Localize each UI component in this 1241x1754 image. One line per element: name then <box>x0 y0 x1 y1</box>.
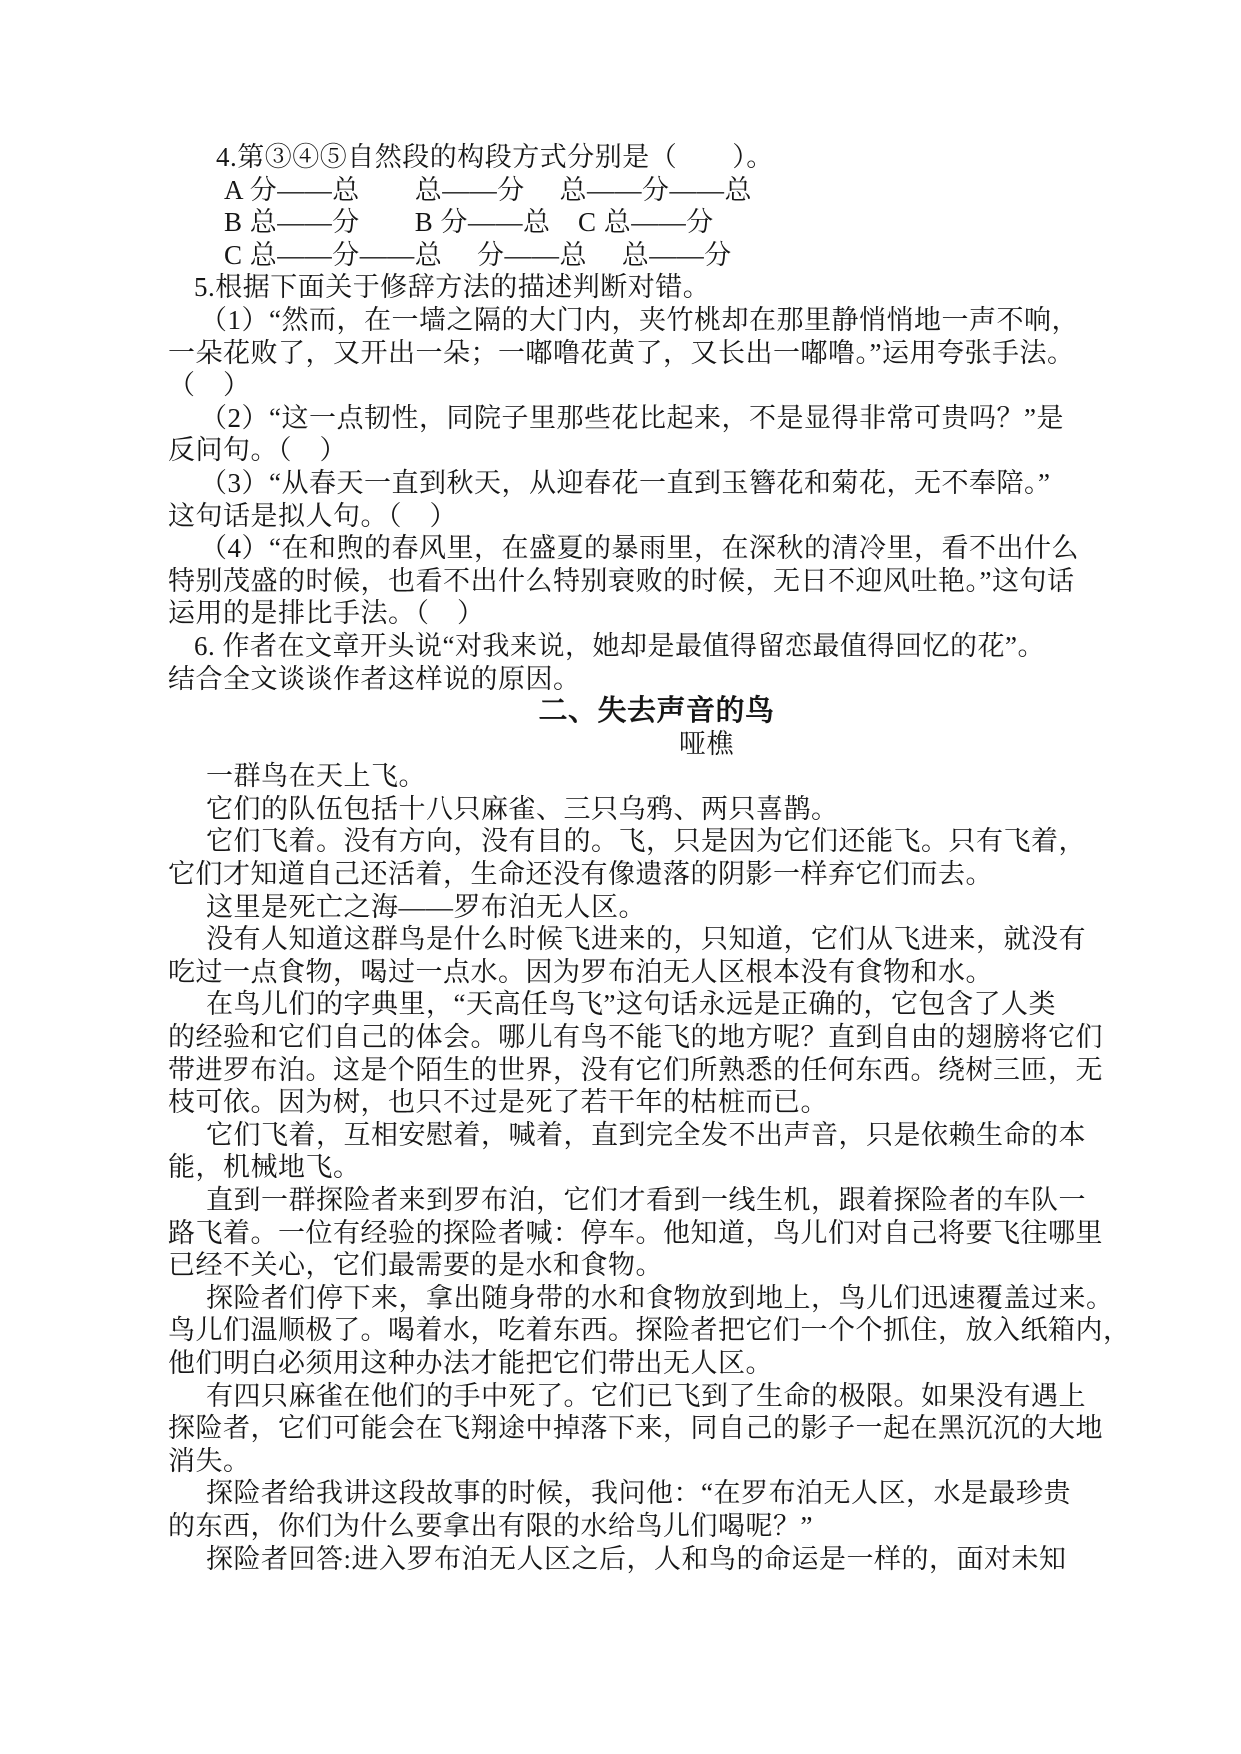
passage-line: 探险者回答:进入罗布泊无人区之后，人和鸟的命运是一样的，面对未知 <box>206 1543 1067 1574</box>
passage-line: 它们才知道自己还活着，生命还没有像遗落的阴影一样弃它们而去。 <box>168 859 993 890</box>
passage-line: 这里是死亡之海——罗布泊无人区。 <box>206 891 646 922</box>
question-6-line: 结合全文谈谈作者这样说的原因。 <box>168 663 581 694</box>
passage-line: 它们飞着。没有方向，没有目的。飞，只是因为它们还能飞。只有飞着， <box>206 826 1086 857</box>
judgment-item-1-line: 一朵花败了，又开出一朵；一嘟噜花黄了，又长出一嘟噜。”运用夸张手法。 <box>168 337 1075 368</box>
passage-line: 枝可依。因为树，也只不过是死了若干年的枯桩而已。 <box>168 1087 828 1118</box>
judgment-item-3-line: （3）“从春天一直到秋天，从迎春花一直到玉簪花和菊花，无不奉陪。” <box>200 467 1051 498</box>
passage-line: 探险者给我讲这段故事的时候，我问他：“在罗布泊无人区，水是最珍贵 <box>206 1478 1071 1509</box>
judgment-item-2-line: （2）“这一点韧性，同院子里那些花比起来，不是显得非常可贵吗？”是 <box>200 402 1064 433</box>
passage-line: 已经不关心，它们最需要的是水和食物。 <box>168 1250 663 1281</box>
passage-line: 有四只麻雀在他们的手中死了。它们已飞到了生命的极限。如果没有遇上 <box>206 1380 1086 1411</box>
passage-line: 鸟儿们温顺极了。喝着水，吃着东西。探险者把它们一个个抓住，放入纸箱内， <box>168 1315 1131 1346</box>
judgment-item-1-answer-blank: （ ） <box>168 370 251 401</box>
passage-line: 吃过一点食物，喝过一点水。因为罗布泊无人区根本没有食物和水。 <box>168 956 993 987</box>
passage-line: 路飞着。一位有经验的探险者喊：停车。他知道，鸟儿们对自己将要飞往哪里 <box>168 1217 1103 1248</box>
passage-line: 它们的队伍包括十八只麻雀、三只乌鸦、两只喜鹊。 <box>206 793 839 824</box>
judgment-item-4-line: 运用的是排比手法。（ ） <box>168 598 485 629</box>
question-6-line: 6. 作者在文章开头说“对我来说，她却是最值得留恋最值得回忆的花”。 <box>194 630 1045 661</box>
passage-line: 没有人知道这群鸟是什么时候飞进来的，只知道，它们从飞进来，就没有 <box>206 924 1086 955</box>
judgment-item-4-line: （4）“在和煦的春风里，在盛夏的暴雨里，在深秋的清冷里，看不出什么 <box>200 533 1079 564</box>
passage-line: 的东西，你们为什么要拿出有限的水给鸟儿们喝呢？” <box>168 1510 813 1541</box>
question-4-prompt: 4.第③④⑤自然段的构段方式分别是（ ）。 <box>216 142 774 172</box>
question-4-option-row: B 总——分 B 分——总 C 总——分 <box>224 207 714 238</box>
passage-line: 它们飞着，互相安慰着，喊着，直到完全发不出声音，只是依赖生命的本 <box>206 1119 1086 1150</box>
question-4-option-row: A 分——总 总——分 总——分——总 <box>224 174 753 205</box>
question-4-option-row: C 总——分——总 分——总 总——分 <box>224 239 732 270</box>
reading-author: 哑樵 <box>679 728 734 759</box>
reading-section-title: 二、失去声音的鸟 <box>538 695 775 728</box>
passage-line: 能，机械地飞。 <box>168 1152 361 1183</box>
passage-line: 的经验和它们自己的体会。哪儿有鸟不能飞的地方呢？直到自由的翅膀将它们 <box>168 1022 1103 1053</box>
passage-line: 消失。 <box>168 1445 251 1476</box>
passage-line: 探险者们停下来，拿出随身带的水和食物放到地上，鸟儿们迅速覆盖过来。 <box>206 1282 1114 1313</box>
passage-line: 探险者，它们可能会在飞翔途中掉落下来，同自己的影子一起在黑沉沉的大地 <box>168 1413 1103 1444</box>
passage-line: 他们明白必须用这种办法才能把它们带出无人区。 <box>168 1347 773 1378</box>
passage-line: 一群鸟在天上飞。 <box>206 761 426 792</box>
passage-line: 直到一群探险者来到罗布泊，它们才看到一线生机，跟着探险者的车队一 <box>206 1185 1086 1215</box>
judgment-item-4-line: 特别茂盛的时候，也看不出什么特别衰败的时候，无日不迎风吐艳。”这句话 <box>168 565 1075 596</box>
page-content <box>168 141 1131 1575</box>
question-5-prompt: 5.根据下面关于修辞方法的描述判断对错。 <box>194 272 711 303</box>
judgment-item-1-line: （1）“然而，在一墙之隔的大门内，夹竹桃却在那里静悄悄地一声不响， <box>200 304 1079 335</box>
judgment-item-2-line: 反问句。（ ） <box>168 435 347 466</box>
passage-line: 带进罗布泊。这是个陌生的世界，没有它们所熟悉的任何东西。绕树三匝，无 <box>168 1054 1103 1085</box>
passage-line: 在鸟儿们的字典里，“天高任鸟飞”这句话永远是正确的，它包含了人类 <box>206 989 1056 1020</box>
judgment-item-3-line: 这句话是拟人句。（ ） <box>168 500 457 531</box>
